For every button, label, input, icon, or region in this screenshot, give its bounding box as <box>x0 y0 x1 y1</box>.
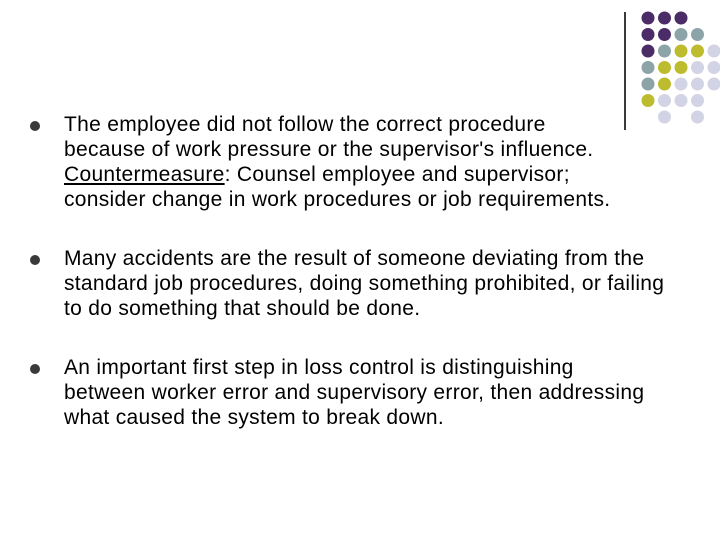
list-item <box>30 246 700 321</box>
bullet-icon <box>30 255 40 265</box>
decorative-dot <box>642 28 655 41</box>
decorative-dot <box>691 94 704 107</box>
bullet-text-line: : Counsel employee and supervisor; <box>224 163 570 186</box>
decorative-dot <box>658 28 671 41</box>
decorative-dot <box>658 61 671 74</box>
bullet-icon <box>30 121 40 131</box>
decorative-dot <box>658 94 671 107</box>
bullet-text <box>64 112 610 212</box>
decorative-dot <box>708 45 720 58</box>
bullet-text-line: because of work pressure or the supervisor's influence. <box>64 138 594 161</box>
decorative-dot <box>691 61 704 74</box>
bullet-text-line: consider change in work procedures or job requirements. <box>64 188 611 211</box>
bullet-text: Many accidents are the result of someone deviating from the standard job procedures, doing something prohibited, or failing to do something that should be done. <box>64 247 665 320</box>
countermeasure-label: Countermeasure <box>64 163 225 186</box>
bullet-text-line: The employee did not follow the correct procedure <box>64 113 546 136</box>
bullet-list <box>30 112 700 464</box>
bullet-text: An important first step in loss control is distinguishing between worker error and supervisory error, then addressing what caused the system to break down. <box>64 356 645 429</box>
decorative-dot <box>691 45 704 58</box>
decorative-dot <box>675 78 688 91</box>
decorative-dot <box>675 61 688 74</box>
decorative-dot <box>642 12 655 25</box>
decorative-dot <box>642 94 655 107</box>
decorative-dot <box>708 78 720 91</box>
decorative-dot <box>642 45 655 58</box>
bullet-icon <box>30 364 40 374</box>
decorative-dot <box>642 78 655 91</box>
decorative-dot <box>642 61 655 74</box>
list-item <box>30 355 700 430</box>
decorative-dot <box>658 78 671 91</box>
decorative-dot <box>675 94 688 107</box>
list-item <box>30 112 700 212</box>
decorative-dot <box>675 28 688 41</box>
decorative-dot <box>675 45 688 58</box>
decorative-dot <box>658 45 671 58</box>
decorative-dot <box>691 28 704 41</box>
decorative-dot <box>708 61 720 74</box>
decorative-dot <box>691 78 704 91</box>
decorative-dot <box>658 12 671 25</box>
decorative-dot <box>675 12 688 25</box>
